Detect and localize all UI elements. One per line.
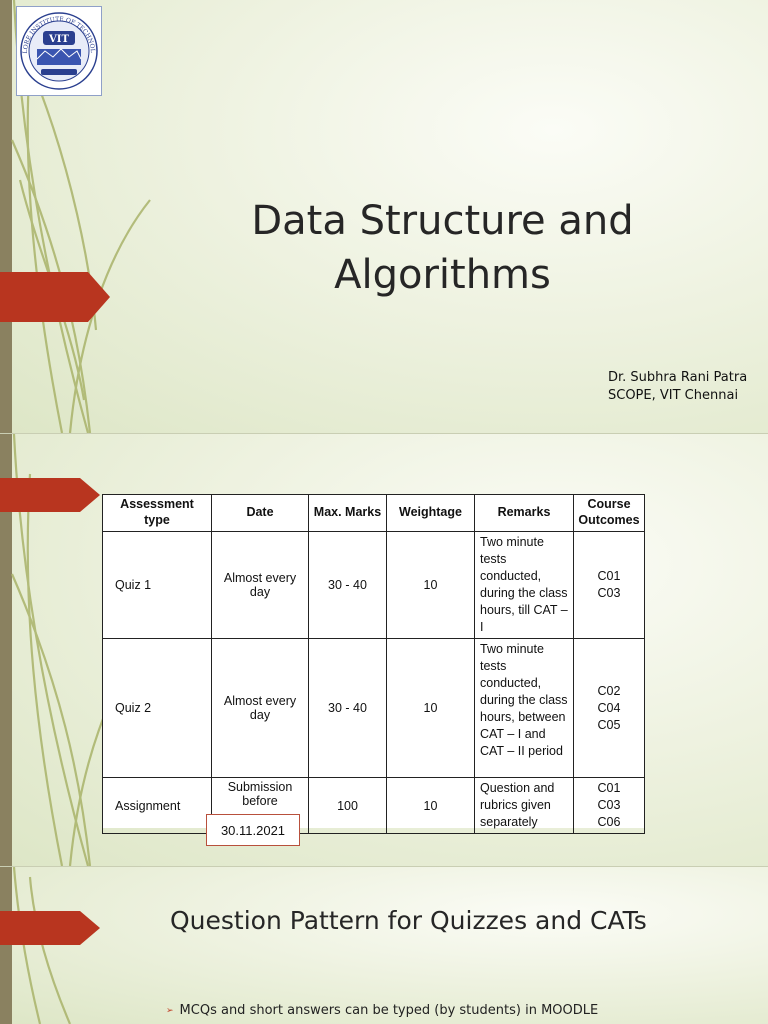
outcome-code: C06 (597, 815, 621, 829)
cell-max-marks: 30 - 40 (309, 639, 387, 778)
assessment-table-container (102, 494, 644, 828)
outcome-code: C02 (597, 683, 621, 698)
bullet-item (166, 1003, 598, 1018)
header-weightage: Weightage (387, 495, 475, 532)
header-course-outcomes: Course Outcomes (574, 495, 645, 532)
cell-date: Almost every day (212, 532, 309, 639)
vit-logo (16, 6, 102, 96)
table-header-row (103, 495, 645, 532)
cell-weightage: 10 (387, 778, 475, 834)
cell-weightage: 10 (387, 532, 475, 639)
arrow-bullet-icon: ➢ (166, 1006, 174, 1016)
cell-date: Submission before (212, 778, 309, 834)
title-line-1: Data Structure and (251, 198, 634, 244)
cell-max-marks: 100 (309, 778, 387, 834)
decorative-fronds (0, 867, 200, 1024)
cell-date: Almost every day (212, 639, 309, 778)
cell-type: Assignment (103, 778, 212, 834)
cell-outcomes (574, 778, 645, 834)
slide-1 (0, 0, 768, 433)
logo-name: VIT (49, 34, 69, 45)
bullet-text: MCQs and short answers can be typed (by students) in MOODLE (179, 1003, 599, 1018)
outcome-code: C03 (597, 586, 621, 600)
header-remarks: Remarks (475, 495, 574, 532)
cell-outcomes (574, 532, 645, 639)
header-max-marks: Max. Marks (309, 495, 387, 532)
title-line-2: Algorithms (334, 252, 551, 298)
submission-date-box: 30.11.2021 (206, 814, 300, 846)
cell-remarks: Two minute tests conducted, during the class hours, between CAT – I and CAT – II period (475, 639, 574, 778)
outcome-code: C03 (597, 798, 621, 812)
header-assessment-type: Assessment type (103, 495, 212, 532)
cell-remarks: Question and rubrics given separately (475, 778, 574, 834)
header-date: Date (212, 495, 309, 532)
cell-remarks: Two minute tests conducted, during the class hours, till CAT – I (475, 532, 574, 639)
outcome-code: C01 (597, 569, 621, 583)
slide-title (190, 194, 695, 302)
cell-type: Quiz 2 (103, 639, 212, 778)
author-block (608, 369, 747, 405)
table-row (103, 532, 645, 639)
cell-weightage: 10 (387, 639, 475, 778)
cell-type: Quiz 1 (103, 532, 212, 639)
outcome-code: C01 (597, 781, 621, 795)
table-row (103, 639, 645, 778)
tab-arrow-icon (0, 911, 100, 945)
cell-outcomes (574, 639, 645, 778)
tab-arrow-icon (0, 478, 100, 512)
cell-max-marks: 30 - 40 (309, 532, 387, 639)
slide-title: Question Pattern for Quizzes and CATs (170, 906, 647, 935)
logo-arc-text: LORE INSTITUTE OF TECHNOL (21, 15, 97, 54)
table-row (103, 778, 645, 834)
slide-3 (0, 867, 768, 1024)
outcome-code: C04 (597, 700, 621, 715)
author-affiliation: SCOPE, VIT Chennai (608, 388, 739, 403)
tab-arrow-icon (0, 272, 110, 322)
author-name: Dr. Subhra Rani Patra (608, 370, 748, 385)
outcome-code: C05 (597, 717, 621, 732)
assessment-table (102, 494, 645, 834)
